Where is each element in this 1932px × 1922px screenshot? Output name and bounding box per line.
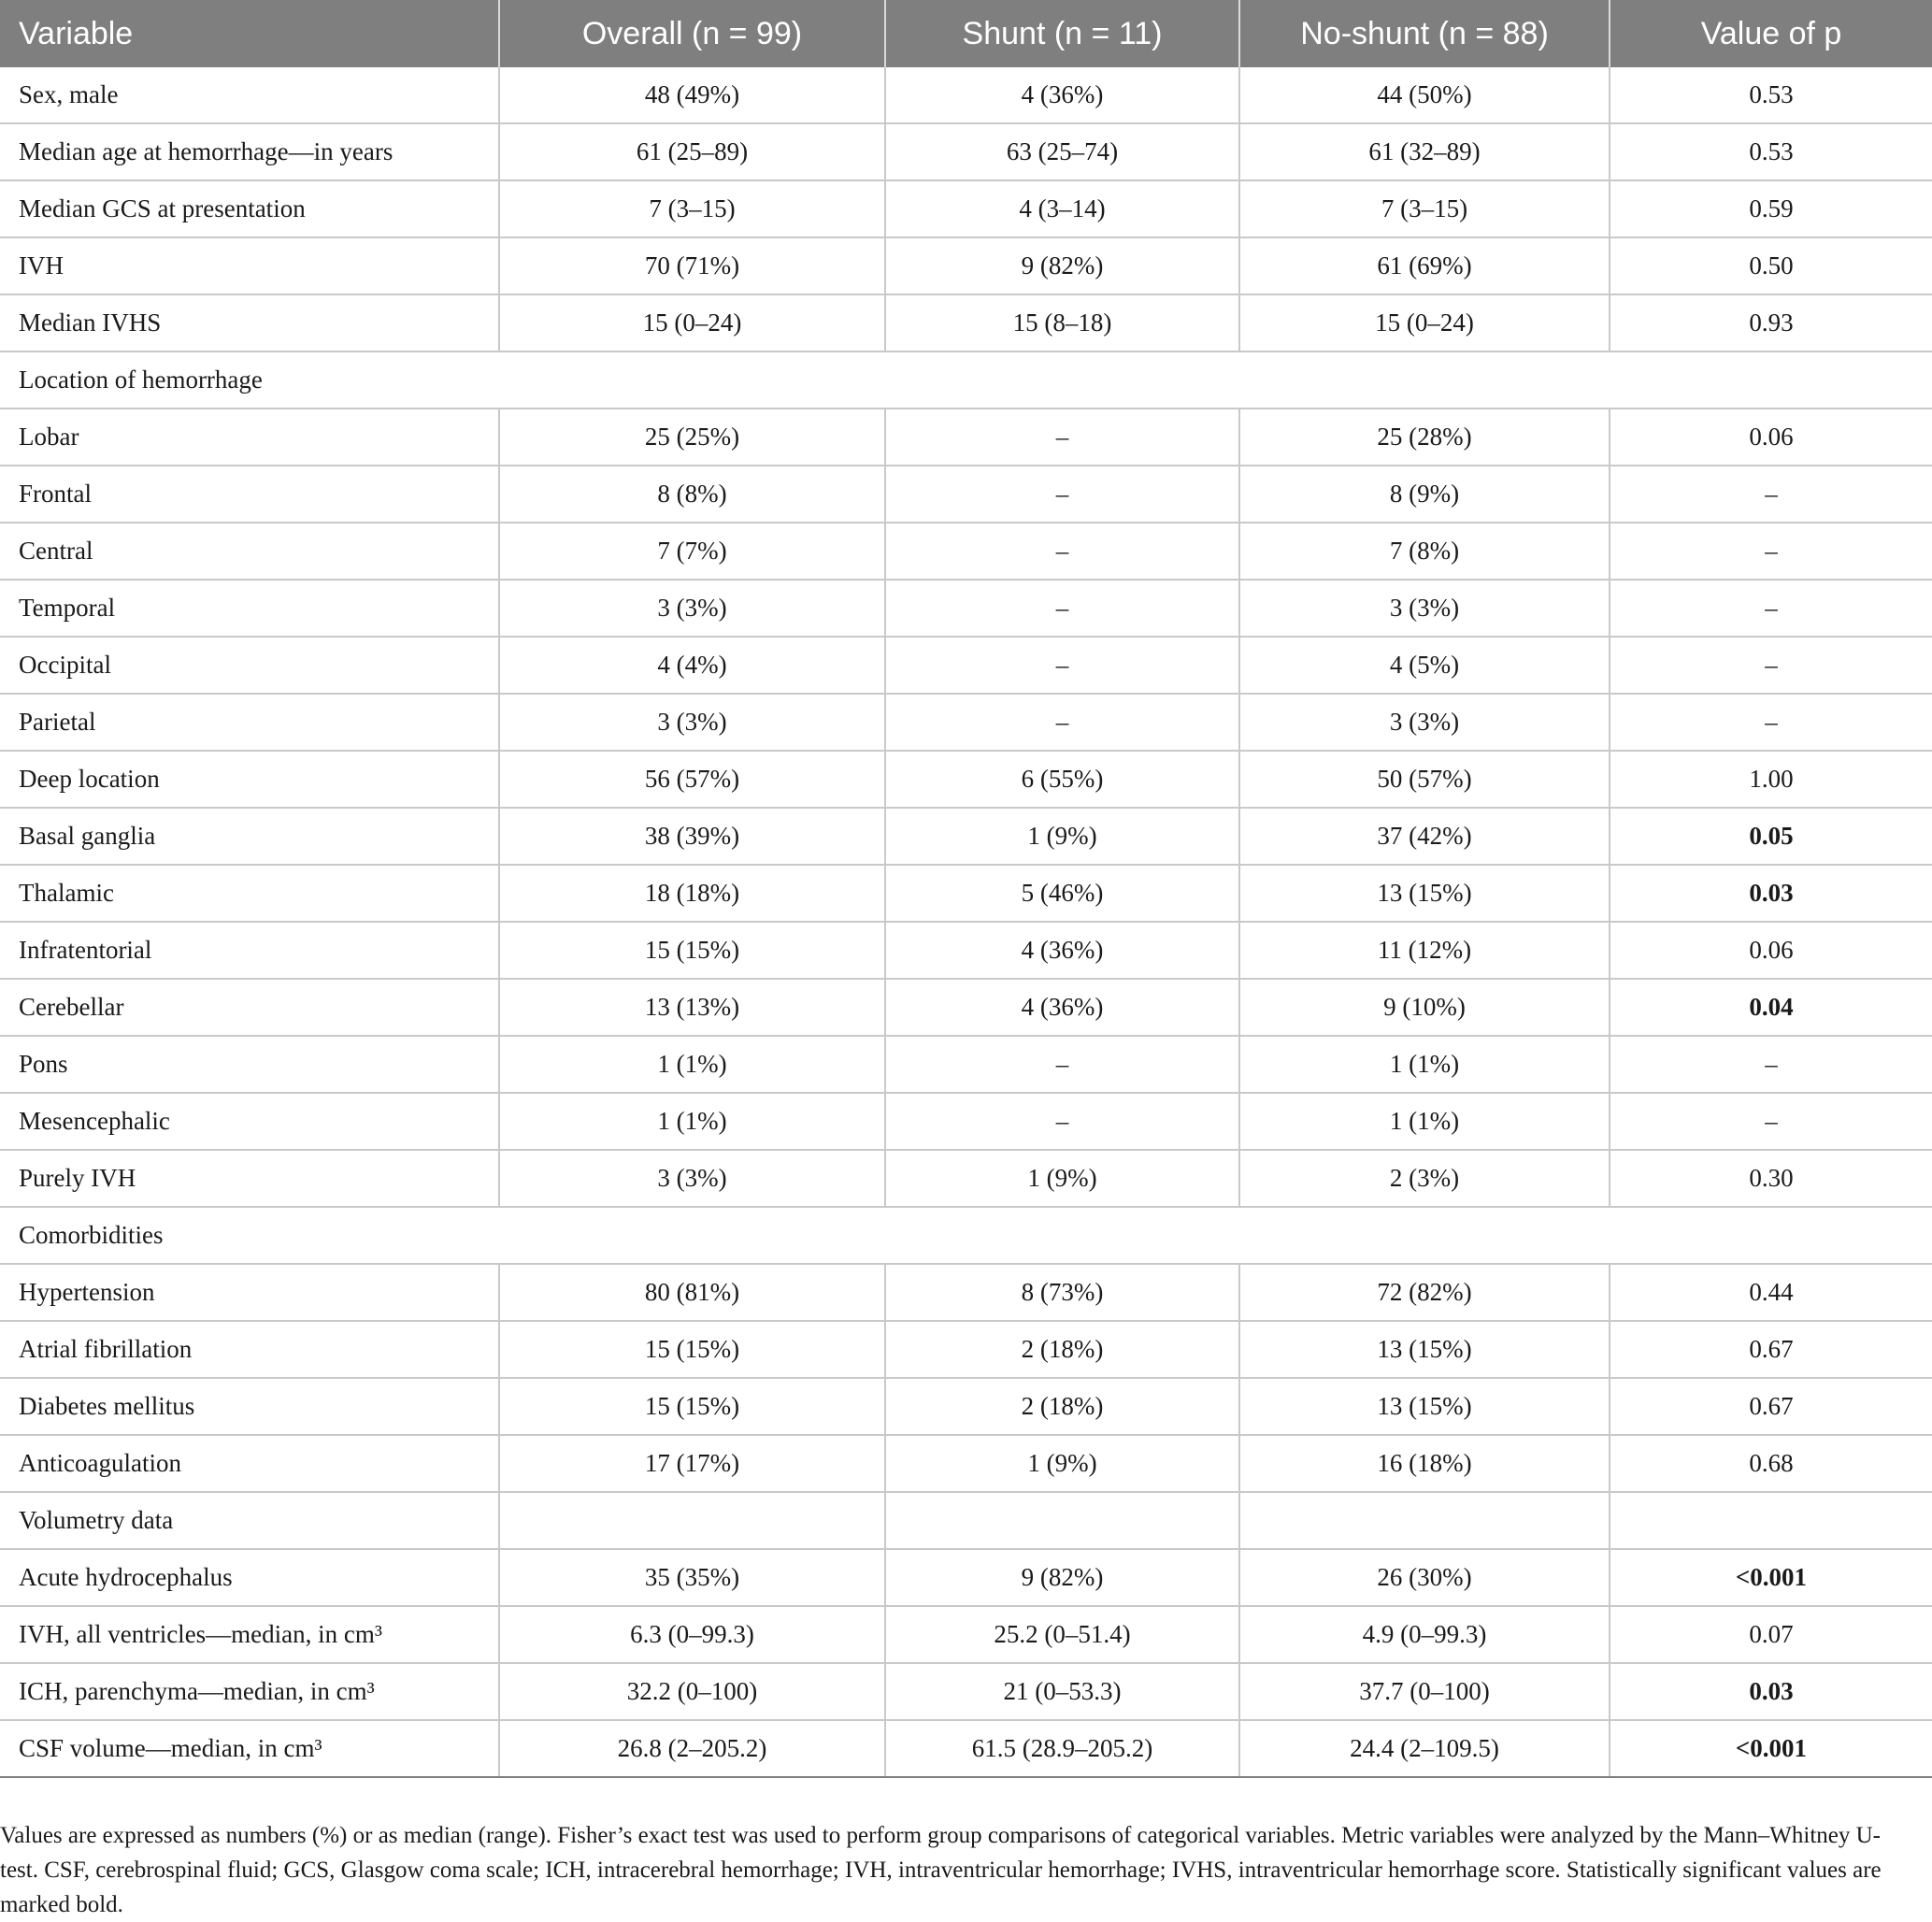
cell-variable: ICH, parenchyma—median, in cm³: [0, 1663, 499, 1720]
table-row: [0, 294, 1932, 351]
cell-no-shunt: 16 (18%): [1239, 1435, 1610, 1492]
cell-shunt: 9 (82%): [885, 1549, 1239, 1606]
cell-shunt: 1 (9%): [885, 1150, 1239, 1207]
cell-overall: 56 (57%): [499, 751, 885, 808]
cell-shunt: 2 (18%): [885, 1321, 1239, 1378]
cell-shunt: –: [885, 637, 1239, 694]
cell-no-shunt: 8 (9%): [1239, 466, 1610, 523]
table-header: [0, 0, 1932, 67]
cell-p-value: 0.67: [1610, 1321, 1932, 1378]
table-footnote: Values are expressed as numbers (%) or as median (range). Fisher’s exact test was used to perform group comparisons of categorical variables. Metric variables were analyzed by the Mann–Whitney U-test. CSF, cerebrospinal fluid; GCS, Glasgow coma scale; ICH, intracerebral hemorrhage; IVH, intraventricular hemorrhage; IVHS, intraventricular hemorrhage score. Statistically significant values are marked bold.: [0, 1823, 1882, 1917]
cell-variable: Anticoagulation: [0, 1435, 499, 1492]
cell-no-shunt: 3 (3%): [1239, 694, 1610, 751]
cell-shunt: 5 (46%): [885, 865, 1239, 922]
cell-shunt: 8 (73%): [885, 1264, 1239, 1321]
cell-no-shunt: 13 (15%): [1239, 1378, 1610, 1435]
cell-shunt: 15 (8–18): [885, 294, 1239, 351]
cell-p-value: <0.001: [1610, 1720, 1932, 1777]
cell-shunt: 25.2 (0–51.4): [885, 1606, 1239, 1663]
cell-no-shunt: 3 (3%): [1239, 580, 1610, 637]
cell-p-value: 0.67: [1610, 1378, 1932, 1435]
cell-shunt: 4 (36%): [885, 922, 1239, 979]
cell-p-value: –: [1610, 580, 1932, 637]
table-row: [0, 67, 1932, 123]
cell-shunt: –: [885, 523, 1239, 580]
cell-p-value: –: [1610, 1093, 1932, 1150]
cell-no-shunt: 4 (5%): [1239, 637, 1610, 694]
table-row: [0, 751, 1932, 808]
table-row: [0, 1093, 1932, 1150]
cell-variable: Median IVHS: [0, 294, 499, 351]
cell-no-shunt: 37.7 (0–100): [1239, 1663, 1610, 1720]
cell-p-value: 0.93: [1610, 294, 1932, 351]
cell-p-value: 1.00: [1610, 751, 1932, 808]
cell-variable: Deep location: [0, 751, 499, 808]
cell-p-value: 0.59: [1610, 180, 1932, 237]
header-no-shunt: No-shunt (n = 88): [1239, 0, 1610, 67]
table-row: [0, 865, 1932, 922]
cell-p-value: –: [1610, 523, 1932, 580]
header-p-value: Value of p: [1610, 0, 1932, 67]
table-row: [0, 922, 1932, 979]
table-row: [0, 237, 1932, 294]
cell-shunt: 6 (55%): [885, 751, 1239, 808]
cell-variable: Mesencephalic: [0, 1093, 499, 1150]
cell-variable: Basal ganglia: [0, 808, 499, 865]
cell-variable: Thalamic: [0, 865, 499, 922]
cell-shunt: 4 (36%): [885, 67, 1239, 123]
table-row: [0, 1549, 1932, 1606]
cell-variable: CSF volume—median, in cm³: [0, 1720, 499, 1777]
table-row: [0, 1663, 1932, 1720]
header-shunt: Shunt (n = 11): [885, 0, 1239, 67]
header-row: [0, 0, 1932, 67]
cell-no-shunt: 13 (15%): [1239, 865, 1610, 922]
cell-p-value: <0.001: [1610, 1549, 1932, 1606]
cell-overall: 3 (3%): [499, 580, 885, 637]
table-row: [0, 180, 1932, 237]
cell-overall: 1 (1%): [499, 1036, 885, 1093]
cell-p-value: 0.06: [1610, 922, 1932, 979]
cell-overall: 48 (49%): [499, 67, 885, 123]
cell-p-value: 0.53: [1610, 123, 1932, 180]
table-row: [0, 409, 1932, 466]
cell-no-shunt: 13 (15%): [1239, 1321, 1610, 1378]
cell-overall: 15 (15%): [499, 922, 885, 979]
table-row: [0, 466, 1932, 523]
cell-variable: Occipital: [0, 637, 499, 694]
cell-no-shunt: 1 (1%): [1239, 1093, 1610, 1150]
cell-p-value: –: [1610, 1036, 1932, 1093]
cell-overall: 35 (35%): [499, 1549, 885, 1606]
cell-shunt: 4 (36%): [885, 979, 1239, 1036]
cell-shunt: –: [885, 580, 1239, 637]
cell-overall: 26.8 (2–205.2): [499, 1720, 885, 1777]
table-row: [0, 523, 1932, 580]
cell-overall: 4 (4%): [499, 637, 885, 694]
cell-variable: Lobar: [0, 409, 499, 466]
cell-no-shunt: 4.9 (0–99.3): [1239, 1606, 1610, 1663]
table-row: [0, 1036, 1932, 1093]
cell-overall: 15 (15%): [499, 1321, 885, 1378]
section-row: [0, 1207, 1932, 1264]
section-label: Comorbidities: [0, 1207, 1932, 1264]
cell-shunt: 1 (9%): [885, 808, 1239, 865]
table-row: [0, 637, 1932, 694]
table-row: [0, 580, 1932, 637]
cell-overall: 15 (15%): [499, 1378, 885, 1435]
cell-variable: Parietal: [0, 694, 499, 751]
cell-variable: Atrial fibrillation: [0, 1321, 499, 1378]
cell-p-value: 0.05: [1610, 808, 1932, 865]
cell-overall: 38 (39%): [499, 808, 885, 865]
cell-overall: 70 (71%): [499, 237, 885, 294]
cell-shunt: 4 (3–14): [885, 180, 1239, 237]
cell-variable: Sex, male: [0, 67, 499, 123]
cell-p-value: 0.53: [1610, 67, 1932, 123]
cell-variable: Median GCS at presentation: [0, 180, 499, 237]
cell-overall: 8 (8%): [499, 466, 885, 523]
cell-no-shunt: 15 (0–24): [1239, 294, 1610, 351]
cell-p-value: 0.50: [1610, 237, 1932, 294]
cell-no-shunt: 61 (69%): [1239, 237, 1610, 294]
cell-shunt: –: [885, 409, 1239, 466]
cell-overall: 80 (81%): [499, 1264, 885, 1321]
table-row: [0, 1378, 1932, 1435]
cell-p-value: 0.03: [1610, 1663, 1932, 1720]
cell-variable: Acute hydrocephalus: [0, 1549, 499, 1606]
cell-shunt: [885, 1492, 1239, 1549]
cell-overall: 25 (25%): [499, 409, 885, 466]
cell-shunt: –: [885, 1036, 1239, 1093]
cell-variable: Infratentorial: [0, 922, 499, 979]
cell-no-shunt: 24.4 (2–109.5): [1239, 1720, 1610, 1777]
table-row: [0, 979, 1932, 1036]
cell-overall: 3 (3%): [499, 694, 885, 751]
cell-variable: IVH: [0, 237, 499, 294]
cell-variable: IVH, all ventricles—median, in cm³: [0, 1606, 499, 1663]
table-body: [0, 67, 1932, 1777]
header-overall: Overall (n = 99): [499, 0, 885, 67]
cell-overall: 18 (18%): [499, 865, 885, 922]
cell-no-shunt: 25 (28%): [1239, 409, 1610, 466]
cell-shunt: –: [885, 694, 1239, 751]
cell-p-value: –: [1610, 694, 1932, 751]
section-row: [0, 351, 1932, 409]
table-row: [0, 1264, 1932, 1321]
cell-p-value: 0.04: [1610, 979, 1932, 1036]
cell-variable: Frontal: [0, 466, 499, 523]
cell-variable: Purely IVH: [0, 1150, 499, 1207]
cell-p-value: 0.44: [1610, 1264, 1932, 1321]
cell-no-shunt: 11 (12%): [1239, 922, 1610, 979]
cell-overall: 7 (3–15): [499, 180, 885, 237]
cell-shunt: –: [885, 466, 1239, 523]
cell-overall: 7 (7%): [499, 523, 885, 580]
cell-shunt: 63 (25–74): [885, 123, 1239, 180]
cell-overall: 3 (3%): [499, 1150, 885, 1207]
cell-overall: 17 (17%): [499, 1435, 885, 1492]
cell-variable: Volumetry data: [0, 1492, 499, 1549]
section-label: Location of hemorrhage: [0, 351, 1932, 409]
cell-variable: Cerebellar: [0, 979, 499, 1036]
cell-shunt: 1 (9%): [885, 1435, 1239, 1492]
cell-shunt: 61.5 (28.9–205.2): [885, 1720, 1239, 1777]
cell-shunt: 2 (18%): [885, 1378, 1239, 1435]
cell-overall: 61 (25–89): [499, 123, 885, 180]
table-row: [0, 1150, 1932, 1207]
cell-p-value: 0.03: [1610, 865, 1932, 922]
cell-variable: Temporal: [0, 580, 499, 637]
cell-no-shunt: 1 (1%): [1239, 1036, 1610, 1093]
cell-shunt: 9 (82%): [885, 237, 1239, 294]
table-row: [0, 1720, 1932, 1777]
cell-no-shunt: 2 (3%): [1239, 1150, 1610, 1207]
cell-p-value: –: [1610, 466, 1932, 523]
cell-overall: 15 (0–24): [499, 294, 885, 351]
cell-no-shunt: 44 (50%): [1239, 67, 1610, 123]
cell-variable: Median age at hemorrhage—in years: [0, 123, 499, 180]
cell-overall: 32.2 (0–100): [499, 1663, 885, 1720]
cell-overall: [499, 1492, 885, 1549]
cell-variable: Hypertension: [0, 1264, 499, 1321]
cell-variable: Central: [0, 523, 499, 580]
cell-no-shunt: [1239, 1492, 1610, 1549]
cell-no-shunt: 9 (10%): [1239, 979, 1610, 1036]
cell-no-shunt: 26 (30%): [1239, 1549, 1610, 1606]
cell-overall: 6.3 (0–99.3): [499, 1606, 885, 1663]
cell-no-shunt: 61 (32–89): [1239, 123, 1610, 180]
table-row: [0, 123, 1932, 180]
cell-no-shunt: 7 (8%): [1239, 523, 1610, 580]
cell-overall: 13 (13%): [499, 979, 885, 1036]
cell-shunt: –: [885, 1093, 1239, 1150]
cell-p-value: –: [1610, 637, 1932, 694]
cell-no-shunt: 72 (82%): [1239, 1264, 1610, 1321]
cell-p-value: 0.07: [1610, 1606, 1932, 1663]
cell-variable: Pons: [0, 1036, 499, 1093]
table-row: [0, 1606, 1932, 1663]
table-row: [0, 1492, 1932, 1549]
cell-variable: Diabetes mellitus: [0, 1378, 499, 1435]
cell-shunt: 21 (0–53.3): [885, 1663, 1239, 1720]
cell-no-shunt: 50 (57%): [1239, 751, 1610, 808]
table-row: [0, 694, 1932, 751]
cell-no-shunt: 37 (42%): [1239, 808, 1610, 865]
header-variable: Variable: [0, 0, 499, 67]
cell-overall: 1 (1%): [499, 1093, 885, 1150]
table-row: [0, 808, 1932, 865]
cell-p-value: 0.06: [1610, 409, 1932, 466]
cell-no-shunt: 7 (3–15): [1239, 180, 1610, 237]
cell-p-value: [1610, 1492, 1932, 1549]
cell-p-value: 0.68: [1610, 1435, 1932, 1492]
cell-p-value: 0.30: [1610, 1150, 1932, 1207]
table-row: [0, 1321, 1932, 1378]
table-row: [0, 1435, 1932, 1492]
